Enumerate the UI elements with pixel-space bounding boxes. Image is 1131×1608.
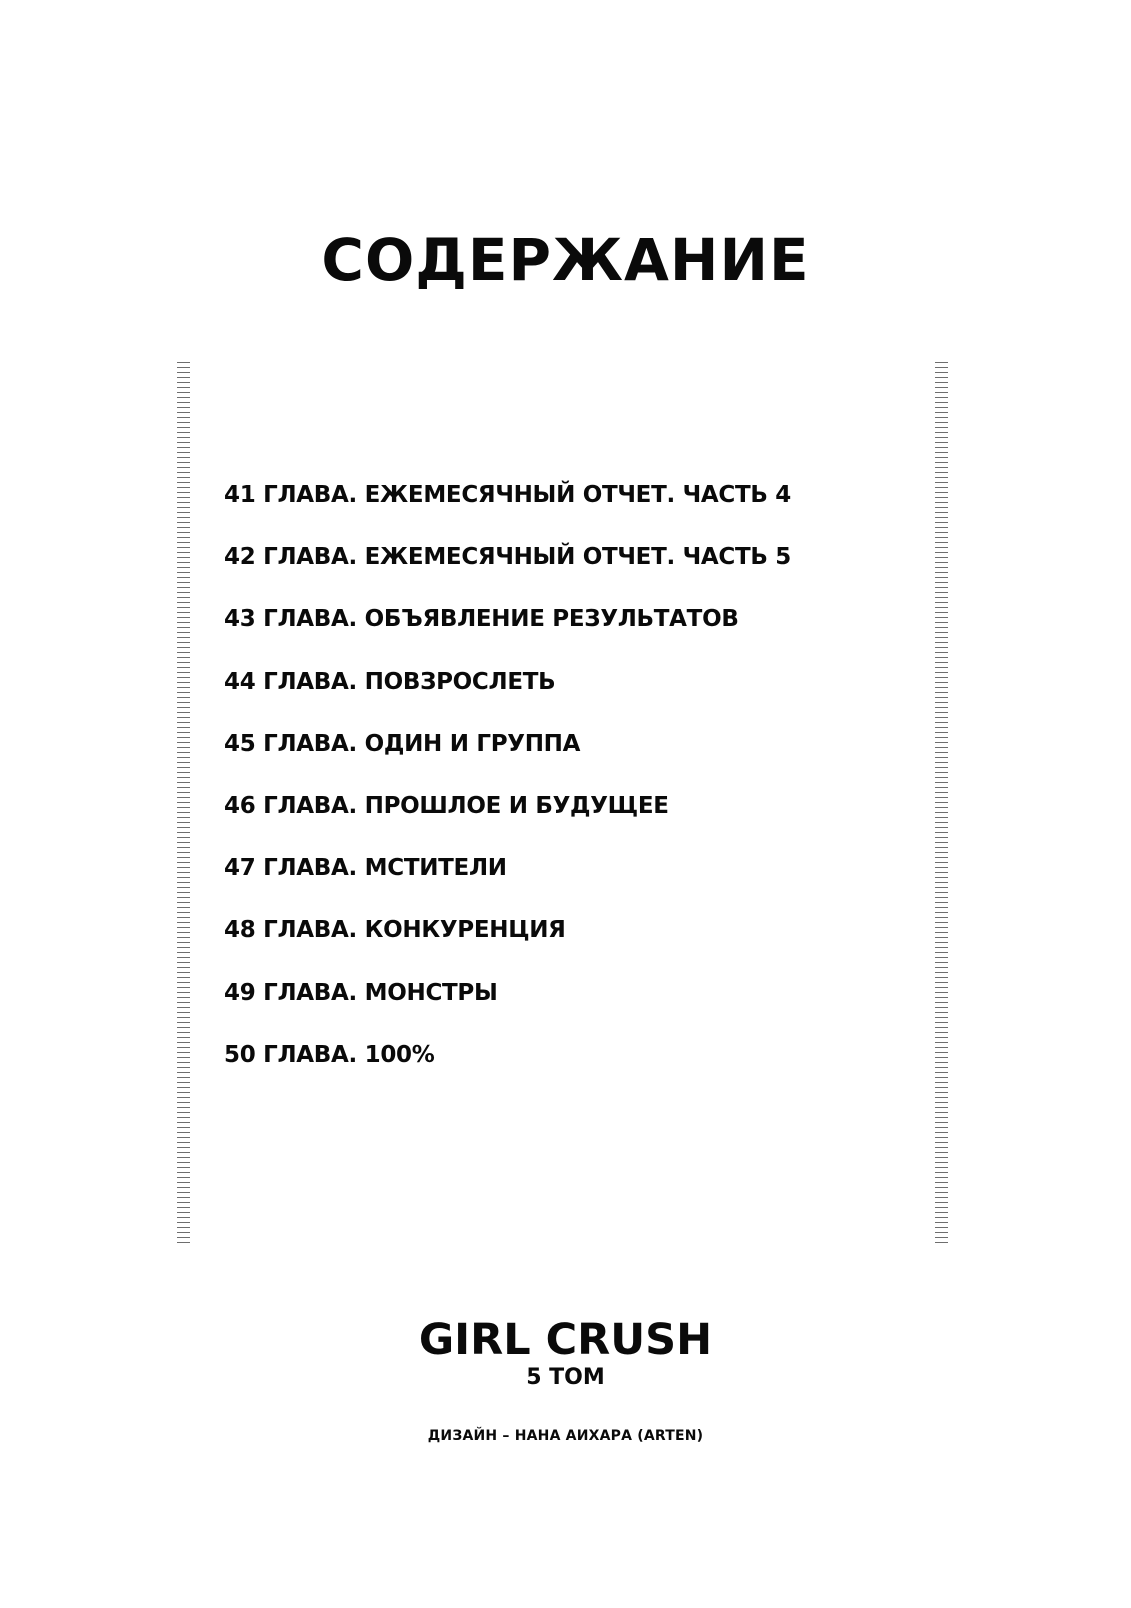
toc-item-42: 42 ГЛАВА. ЕЖЕМЕСЯЧНЫЙ ОТЧЕТ. ЧАСТЬ 5 [224,544,792,571]
design-credits: ДИЗАЙН – НАНА АИХАРА (ARTEN) [427,1428,704,1444]
volume-label: 5 ТОМ [526,1365,605,1390]
toc-item-48: 48 ГЛАВА. КОНКУРЕНЦИЯ [224,917,566,944]
toc-item-49: 49 ГЛАВА. МОНСТРЫ [224,979,498,1006]
table-of-contents [224,482,791,1104]
book-title: GIRL CRUSH [418,1315,713,1365]
toc-item-47: 47 ГЛАВА. МСТИТЕЛИ [224,855,507,882]
toc-item-45: 45 ГЛАВА. ОДИН И ГРУППА [224,730,581,757]
toc-item-44: 44 ГЛАВА. ПОВЗРОСЛЕТЬ [224,668,556,695]
left-tick-border [177,362,190,1244]
toc-item-50: 50 ГЛАВА. 100% [224,1041,435,1068]
page-title: СОДЕРЖАНИЕ [321,226,810,294]
toc-item-41: 41 ГЛАВА. ЕЖЕМЕСЯЧНЫЙ ОТЧЕТ. ЧАСТЬ 4 [224,482,792,508]
right-tick-border [935,362,948,1244]
toc-item-46: 46 ГЛАВА. ПРОШЛОЕ И БУДУЩЕЕ [224,792,669,819]
toc-item-43: 43 ГЛАВА. ОБЪЯВЛЕНИЕ РЕЗУЛЬТАТОВ [224,606,739,633]
